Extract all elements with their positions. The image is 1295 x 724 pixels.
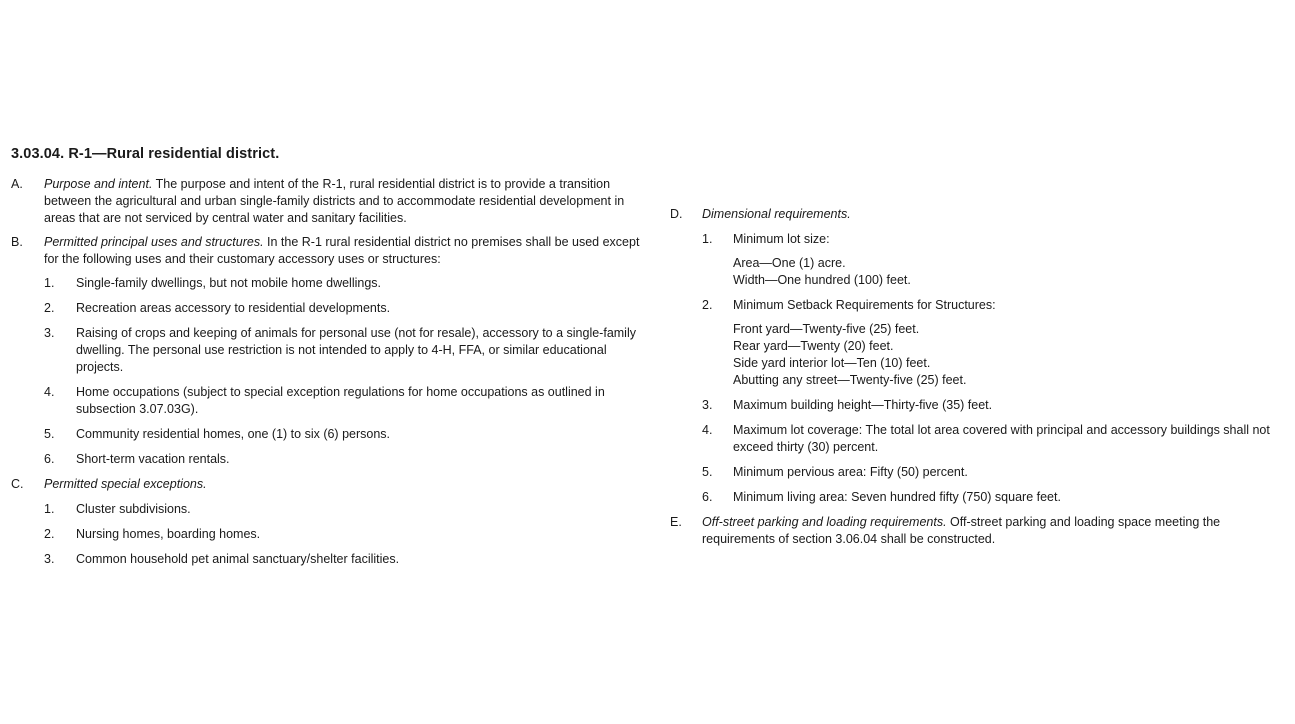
section-letter: D. bbox=[670, 207, 683, 221]
section-text: The purpose and intent of the R-1, rural residential district is to provide a transition between the agricultural and urban single-family districts and to accommodate residential development in areas that are not serviced by central water and sanitary facilities. bbox=[44, 177, 625, 225]
item-number: 3. bbox=[702, 398, 713, 412]
list-item bbox=[11, 300, 651, 317]
item-text: Maximum lot coverage: The total lot area covered with principal and accessory buildings shall not exceed thirty (30) percent. bbox=[733, 423, 1270, 454]
item-number: 5. bbox=[44, 427, 55, 441]
section-letter: A. bbox=[11, 177, 23, 191]
item-number: 2. bbox=[702, 298, 713, 312]
section-a bbox=[11, 176, 651, 227]
list-item bbox=[670, 397, 1290, 414]
item-number: 2. bbox=[44, 527, 55, 541]
item-number: 6. bbox=[702, 490, 713, 504]
section-heading: Purpose and intent. bbox=[44, 177, 153, 191]
item-number: 2. bbox=[44, 301, 55, 315]
left-column bbox=[11, 176, 651, 576]
section-letter: C. bbox=[11, 477, 24, 491]
item-text: Home occupations (subject to special exception regulations for home occupations as outlined in subsection 3.07.03G). bbox=[76, 385, 605, 416]
item-text: Short-term vacation rentals. bbox=[76, 452, 230, 466]
section-text: In the R-1 rural residential district no premises shall be used except for the following uses and their customary accessory uses or structures: bbox=[44, 235, 640, 266]
section-e bbox=[670, 514, 1290, 548]
list-item bbox=[11, 501, 651, 518]
section-title: 3.03.04. R-1—Rural residential district. bbox=[11, 146, 280, 162]
item-text: Cluster subdivisions. bbox=[76, 502, 191, 516]
section-b bbox=[11, 234, 651, 268]
sub-item: Area—One (1) acre. bbox=[733, 256, 846, 270]
list-item bbox=[670, 297, 1290, 314]
list-item bbox=[670, 464, 1290, 481]
item-number: 1. bbox=[44, 276, 55, 290]
item-text: Single-family dwellings, but not mobile home dwellings. bbox=[76, 276, 382, 290]
section-heading: Off-street parking and loading requirements. bbox=[702, 515, 947, 529]
sub-item: Side yard interior lot—Ten (10) feet. bbox=[733, 356, 931, 370]
section-letter: B. bbox=[11, 235, 23, 249]
section-c bbox=[11, 476, 651, 493]
right-column bbox=[670, 206, 1290, 555]
item-number: 3. bbox=[44, 326, 55, 340]
item-number: 1. bbox=[702, 232, 713, 246]
section-text: Off-street parking and loading space meeting the requirements of section 3.06.04 shall be constructed. bbox=[702, 515, 1221, 546]
item-text: Common household pet animal sanctuary/shelter facilities. bbox=[76, 552, 400, 566]
item-text: Minimum living area: Seven hundred fifty (750) square feet. bbox=[733, 490, 1061, 504]
list-item bbox=[11, 451, 651, 468]
item-text: Nursing homes, boarding homes. bbox=[76, 527, 261, 541]
list-item bbox=[670, 422, 1290, 456]
sub-list bbox=[670, 255, 1290, 289]
item-text: Minimum Setback Requirements for Structures: bbox=[733, 298, 996, 312]
section-d bbox=[670, 206, 1290, 223]
sub-item: Rear yard—Twenty (20) feet. bbox=[733, 339, 894, 353]
item-number: 1. bbox=[44, 502, 55, 516]
item-text: Maximum building height—Thirty-five (35) feet. bbox=[733, 398, 993, 412]
list-item bbox=[11, 426, 651, 443]
item-text: Raising of crops and keeping of animals for personal use (not for resale), accessory to a single-family dwelling. The personal use restriction is not intended to apply to 4-H, FFA, or similar educational projects. bbox=[76, 326, 636, 374]
item-number: 5. bbox=[702, 465, 713, 479]
item-number: 6. bbox=[44, 452, 55, 466]
list-item bbox=[670, 489, 1290, 506]
item-number: 4. bbox=[702, 423, 713, 437]
section-heading: Permitted special exceptions. bbox=[44, 477, 207, 491]
list-item bbox=[670, 231, 1290, 248]
item-number: 3. bbox=[44, 552, 55, 566]
sub-item: Front yard—Twenty-five (25) feet. bbox=[733, 322, 920, 336]
item-text: Minimum pervious area: Fifty (50) percent. bbox=[733, 465, 968, 479]
list-item bbox=[11, 551, 651, 568]
item-text: Recreation areas accessory to residential developments. bbox=[76, 301, 391, 315]
item-text: Community residential homes, one (1) to six (6) persons. bbox=[76, 427, 391, 441]
list-item bbox=[11, 325, 651, 376]
list-item bbox=[11, 275, 651, 292]
list-item bbox=[11, 384, 651, 418]
sub-item: Abutting any street—Twenty-five (25) feet. bbox=[733, 373, 967, 387]
item-text: Minimum lot size: bbox=[733, 232, 830, 246]
item-number: 4. bbox=[44, 385, 55, 399]
section-heading: Dimensional requirements. bbox=[702, 207, 851, 221]
sub-list bbox=[670, 321, 1290, 389]
section-heading: Permitted principal uses and structures. bbox=[44, 235, 264, 249]
sub-item: Width—One hundred (100) feet. bbox=[733, 273, 911, 287]
section-letter: E. bbox=[670, 515, 682, 529]
list-item bbox=[11, 526, 651, 543]
